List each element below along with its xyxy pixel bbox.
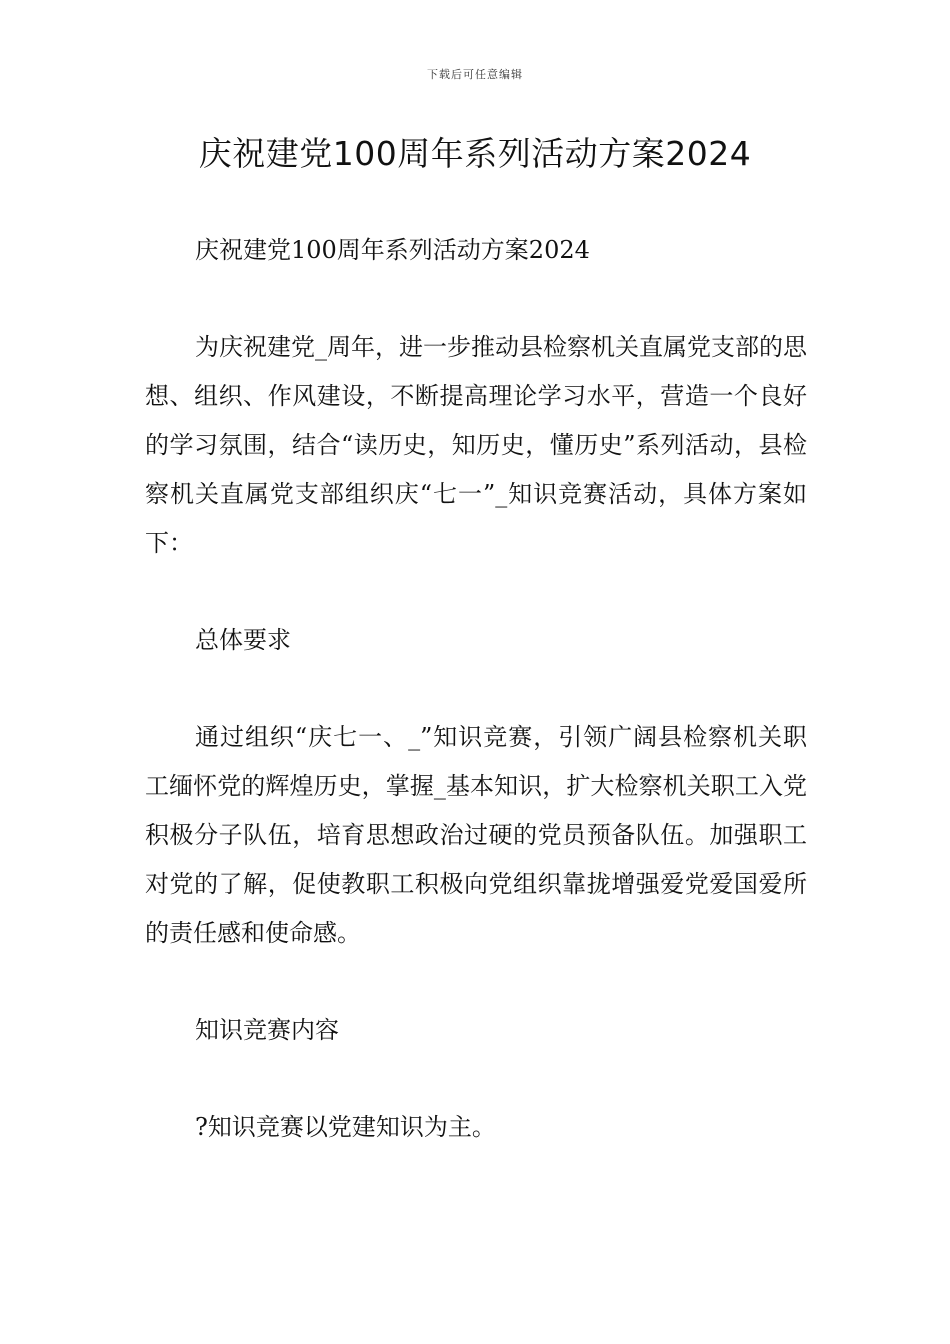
- header-note: 下载后可任意编辑: [427, 68, 523, 81]
- requirements-paragraph: 通过组织“庆七一、_”知识竞赛，引领广阔县检察机关职工缅怀党的辉煌历史，掌握_基本知识，扩大检察机关职工入党积极分子队伍，培育思想政治过硬的党员预备队伍。加强职工对党的了解，促使教职工积极向党组织靠拢增强爱党爱国爱所的责任感和使命感。: [145, 723, 807, 947]
- intro-paragraph: 为庆祝建党_周年，进一步推动县检察机关直属党支部的思想、组织、作风建设，不断提高理论学习水平，营造一个良好的学习氛围，结合“读历史，知历史，懂历史”系列活动，县检察机关直属党支部组织庆“七一”_知识竞赛活动，具体方案如下：: [145, 333, 807, 557]
- document-subtitle: 庆祝建党100周年系列活动方案2024: [195, 236, 590, 264]
- contest-content-paragraph: ?知识竞赛以党建知识为主。: [195, 1113, 496, 1141]
- section-heading-contest-content: 知识竞赛内容: [195, 1016, 339, 1044]
- document-title: 庆祝建党100周年系列活动方案2024: [198, 134, 752, 173]
- document-body: [145, 226, 807, 1200]
- section-heading-requirements: 总体要求: [195, 626, 291, 654]
